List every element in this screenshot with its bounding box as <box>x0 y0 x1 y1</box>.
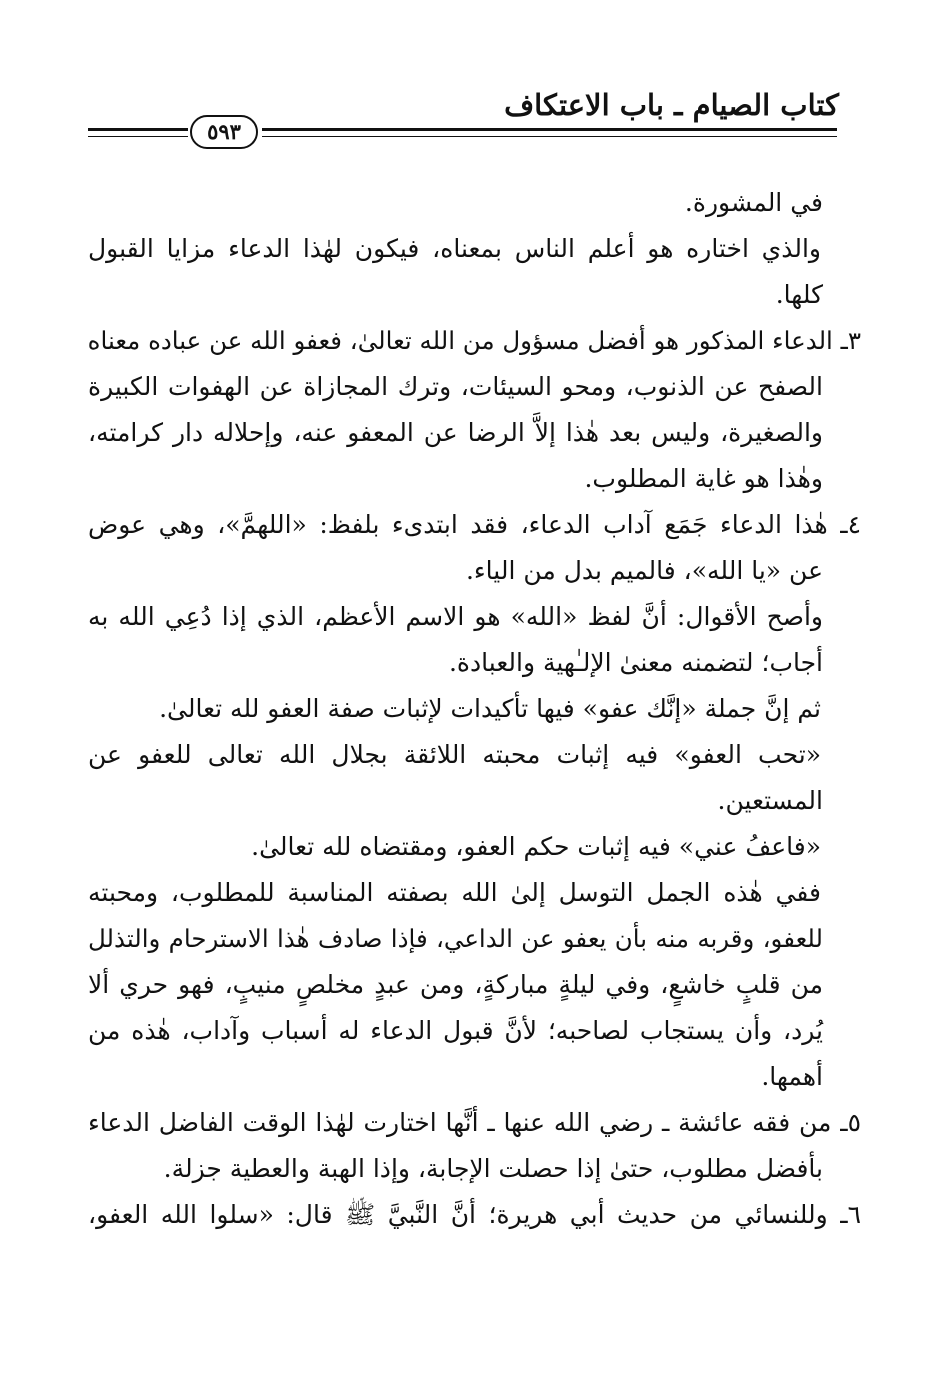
text-line: وأصح الأقوال: أنَّ لفظ «الله» هو الاسم الأعظم، الذي إذا دُعِي الله به <box>88 602 823 631</box>
page-body <box>88 180 861 1238</box>
text-line: ٥ـ من فقه عائشة ـ رضي الله عنها ـ أنَّها اختارت لهٰذا الوقت الفاضل الدعاء <box>88 1108 861 1137</box>
text-line: وهٰذا هو غاية المطلوب. <box>584 464 823 493</box>
text-line: بأفضل مطلوب، حتىٰ إذا حصلت الإجابة، وإذا الهبة والعطية جزلة. <box>163 1154 823 1183</box>
header-rule-right <box>262 128 837 137</box>
text-line: كلها. <box>775 280 823 309</box>
text-line: ٤ـ هٰذا الدعاء جَمَع آداب الدعاء، فقد ابتدىء بلفظ: «اللهمَّ»، وهي عوض <box>88 510 861 539</box>
text-line: المستعين. <box>717 786 823 815</box>
text-line: عن «يا الله»، فالميم بدل من الياء. <box>465 556 823 585</box>
text-line: ثم إنَّ جملة «إنَّك عفو» فيها تأكيدات لإثبات صفة العفو لله تعالىٰ. <box>159 694 821 723</box>
text-line: في المشورة. <box>684 188 823 217</box>
text-line: للعفو، وقربه منه بأن يعفو عن الداعي، فإذا صادف هٰذا الاسترحام والتذلل <box>88 924 823 953</box>
text-line: ففي هٰذه الجمل التوسل إلىٰ الله بصفته المناسبة للمطلوب، ومحبته <box>88 878 821 907</box>
text-line: يُرد، وأن يستجاب لصاحبه؛ لأنَّ قبول الدعاء له أسباب وآداب، هٰذه من <box>88 1016 823 1045</box>
text-line: والذي اختاره هو أعلم الناس بمعناه، فيكون لهٰذا الدعاء مزايا القبول <box>88 234 821 263</box>
text-line: «تحب العفو» فيه إثبات محبته اللائقة بجلال الله تعالى للعفو عن <box>88 740 821 769</box>
text-line: أهمها. <box>761 1062 823 1091</box>
text-line: الصفح عن الذنوب، ومحو السيئات، وترك المجازاة عن الهفوات الكبيرة <box>88 372 823 401</box>
text-line: والصغيرة، وليس بعد هٰذا إلاَّ الرضا عن المعفو عنه، وإحلاله دار كرامته، <box>88 418 823 447</box>
text-line: أجاب؛ لتضمنه معنىٰ الإلـٰهية والعبادة. <box>448 648 823 677</box>
page-number-badge: ٥٩٣ <box>190 115 258 149</box>
text-line: من قلبٍ خاشعٍ، وفي ليلةٍ مباركةٍ، ومن عبدٍ مخلصٍ منيبٍ، فهو حري ألا <box>88 970 823 999</box>
text-line: ٣ـ الدعاء المذكور هو أفضل مسؤول من الله تعالىٰ، فعفو الله عن عباده معناه <box>87 326 861 355</box>
header-rule-left <box>88 128 188 137</box>
text-line: «فاعفُ عني» فيه إثبات حكم العفو، ومقتضاه لله تعالىٰ. <box>251 832 821 861</box>
running-header-title: كتاب الصيام ـ باب الاعتكاف <box>504 88 839 122</box>
text-line: ٦ـ وللنسائي من حديث أبي هريرة؛ أنَّ النَّبيَّ ﷺ قال: «سلوا الله العفو، <box>88 1200 861 1229</box>
